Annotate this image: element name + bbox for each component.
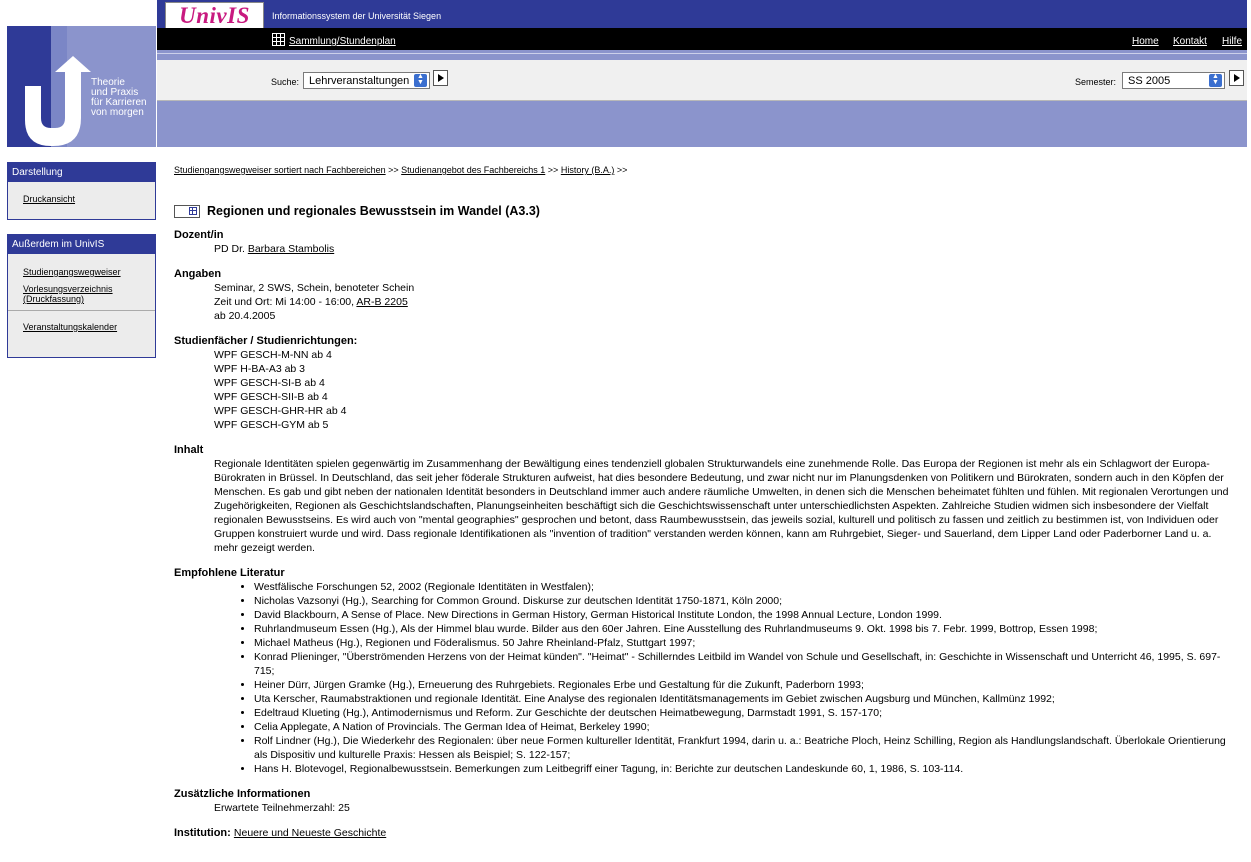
list-item: • Konrad Plieninger, "Überströmenden Herzens von der Heimat künden". "Heimat" - Schillerndes Leitbild im Wandel von Schule und Gesellschaft, in: Geschichte in Wissenschaft und Unterricht 46, 1995, S. 697-715; [254, 650, 1234, 678]
institution-label: Institution: [174, 827, 231, 839]
spinner-icon[interactable]: ▲ ▼ [1209, 74, 1222, 87]
lecturer-link[interactable]: Barbara Stambolis [247, 243, 335, 255]
additional-heading: Zusätzliche Informationen [174, 788, 311, 800]
sidebar-item-vorlesungsverzeichnis[interactable]: Vorlesungsverzeichnis (Druckfassung) [23, 284, 113, 304]
nav-help[interactable]: Hilfe [1222, 36, 1243, 47]
sidebar-item-studiengangswegweiser[interactable]: Studiengangswegweiser [23, 267, 121, 277]
main-content [174, 160, 1234, 840]
list-item: WPF GESCH-GHR-HR ab 4 [214, 405, 347, 417]
breadcrumb: Studiengangswegweiser sortiert nach Fachbereichen >> Studienangebot des Fachbereichs 1 >> History (B.A.) >> [174, 165, 628, 175]
breadcrumb-item[interactable]: Studiengangswegweiser sortiert nach Fachbereichen [174, 165, 386, 175]
list-item: • Hans H. Blotevogel, Regionalbewusstsein. Bemerkungen zum Leitbegriff einer Tagung, in: Berichte zur deutschen Landeskunde 60, 1, 1986, S. 103-114. [254, 762, 1234, 776]
breadcrumb-item[interactable]: Studienangebot des Fachbereichs 1 [401, 165, 546, 175]
search-label: Suche: [271, 77, 300, 87]
additional-section: Zusätzliche Informationen Erwartete Teilnehmerzahl: 25 [174, 787, 1234, 815]
nav-contact[interactable]: Kontakt [1173, 36, 1207, 47]
content-section [174, 443, 1234, 555]
university-logo[interactable] [7, 26, 156, 147]
fields-heading: Studienfächer / Studienrichtungen: [174, 335, 358, 347]
room-link[interactable]: AR-B 2205 [356, 296, 408, 308]
sidebar-more-title: Außerdem im UnivIS [8, 235, 155, 254]
breadcrumb-item[interactable]: History (B.A.) [560, 165, 615, 175]
semester-go-button[interactable] [1229, 70, 1244, 86]
sidebar-display-title: Darstellung [8, 163, 155, 182]
collection-link[interactable]: Sammlung/Stundenplan [289, 36, 396, 47]
course-title-row [174, 205, 1234, 221]
logo-tagline: Theorie und Praxis für Karrieren von morgen [91, 77, 147, 118]
search-type-select[interactable]: Lehrveranstaltungen ▲ ▼ [303, 72, 430, 89]
list-item: • Nicholas Vazsonyi (Hg.), Searching for Common Ground. Diskurse zur deutschen Identität 1750-1871, Köln 2000; [254, 594, 1234, 608]
list-item: • Westfälische Forschungen 52, 2002 (Regionale Identitäten in Westfalen); [254, 580, 1234, 594]
system-title: Informationssystem der Universität Siegen [272, 11, 442, 21]
list-item: • Rolf Lindner (Hg.), Die Wiederkehr des Regionalen: über neue Formen kultureller Identität, Frankfurt 1994, darin u. a.: Beatriche Ploch, Heinz Schilling, Region als Handlungslandschaft. Überlokale Orientierung als Dispositiv und kulturelle Praxis: Hessen als Beispiel; S. 122-157; [254, 734, 1234, 762]
list-item: • David Blackbourn, A Sense of Place. New Directions in German History, German Historical Institute London, the 1998 Annual Lecture, London 1999. [254, 608, 1234, 622]
spinner-icon[interactable]: ▲ ▼ [414, 74, 427, 87]
timetable-icon[interactable] [174, 205, 200, 218]
institution-link[interactable]: Neuere und Neueste Geschichte [233, 827, 387, 839]
literature-section [174, 566, 1234, 776]
print-view-link[interactable]: Druckansicht [23, 194, 76, 204]
search-go-button[interactable] [433, 70, 448, 86]
list-item: • Uta Kerscher, Raumabstraktionen und regionale Identität. Eine Analyse des regionalen Identitätsmanagements im Gebiet zwischen Augsburg und München, Kallmünz 1992; [254, 692, 1234, 706]
list-item: WPF H-BA-A3 ab 3 [214, 363, 306, 375]
list-item: WPF GESCH-SII-B ab 4 [214, 391, 328, 403]
details-heading: Angaben [174, 268, 222, 280]
sidebar-more-box [7, 234, 156, 358]
literature-heading: Empfohlene Literatur [174, 567, 285, 579]
nav-home[interactable]: Home [1132, 36, 1159, 47]
search-row [157, 60, 1247, 101]
semester-label: Semester: [1075, 77, 1117, 87]
u-logo-icon [25, 56, 95, 146]
timetable-icon[interactable] [272, 33, 285, 46]
institution-section [174, 826, 1234, 840]
details-section: Angaben Seminar, 2 SWS, Schein, benoteter Schein Zeit und Ort: Mi 14:00 - 16:00, AR-B 2205 ab 20.4.2005 [174, 267, 1234, 323]
univis-logo[interactable]: UnivIS [165, 2, 264, 30]
sidebar-display-box [7, 162, 156, 220]
list-item: WPF GESCH-SI-B ab 4 [214, 377, 325, 389]
sidebar-item-veranstaltungskalender[interactable]: Veranstaltungskalender [23, 322, 118, 332]
list-item: • Celia Applegate, A Nation of Provincials. The German Idea of Heimat, Berkeley 1990; [254, 720, 1234, 734]
content-text: Regionale Identitäten spielen gegenwärtig im Zusammenhang der Bewältigung eines tendenziell globalen Strukturwandels eine zunehmende Rolle. Das Europa der Regionen ist mehr als ein Schlagwort der Europa-Bürokraten in Brüssel. In Deutschland, das seit jeher föderale Strukturen aufweist, hat dies besondere Bedeutung, und zwar nicht nur im Planungsdenken von Politikern und Bürokraten, sondern auch in den Köpfen der Menschen. Es gab und gibt neben der nationalen Identität besonders in Deutschland immer auch andere räumliche Umwelten, in denen sich die Menschen beheimatet fühlten und fühlen. Mit regionalen Verortungen und Zugehörigkeiten, Regionen als Geschichtslandschaften, Planungseinheiten beschäftigt sich die Geschichtswissenschaft unter unterschiedlichsten Aspekten. Zahlreiche Studien widmen sich insbesondere der Vielfalt regionalen Bewusstseins. Es wird auch von "mental geographies" gesprochen und betont, dass Raumbewusstsein, das jeweils sozial, kulturell und politisch zu fassen und zeitlich zu bestimmen ist, von Individuen oder Gruppen konstruiert wurde und wird. Dass regionale Identifikationen als "invention of tradition" verstanden werden können, kann am Ruhrgebiet, Sieger- und Sauerland, dem Lipper Land oder Paderborner Land u. a. mehr gezeigt werden. [214, 458, 1229, 554]
list-item: • Heiner Dürr, Jürgen Gramke (Hg.), Erneuerung des Ruhrgebiets. Regionales Erbe und Gestaltung für die Zukunft, Paderborn 1993; [254, 678, 1234, 692]
literature-list [174, 580, 1234, 776]
list-item: • Ruhrlandmuseum Essen (Hg.), Als der Himmel blau wurde. Bilder aus den 60er Jahren. Eine Ausstellung des Ruhrlandmuseums 9. Okt. 1998 bis 7. Febr. 1999, Bottrop, Essen 1998; [254, 622, 1234, 636]
lecturer-heading: Dozent/in [174, 229, 224, 241]
fields-section [174, 334, 1234, 432]
page-title: Regionen und regionales Bewusstsein im Wandel (A3.3) [207, 204, 540, 218]
content-heading: Inhalt [174, 444, 204, 456]
list-item: • Edeltraud Klueting (Hg.), Antimodernismus und Reform. Zur Geschichte der deutschen Heimatbewegung, Darmstadt 1991, S. 157-170; [254, 706, 1234, 720]
list-item: WPF GESCH-GYM ab 5 [214, 419, 329, 431]
list-item: • Michael Matheus (Hg.), Regionen und Föderalismus. 50 Jahre Rheinland-Pfalz, Stuttgart 1997; [254, 636, 1234, 650]
lecturer-section: Dozent/in PD Dr. Barbara Stambolis [174, 228, 1234, 256]
semester-select[interactable]: SS 2005 ▲ ▼ [1122, 72, 1225, 89]
navigation-bar [157, 28, 1247, 50]
list-item: WPF GESCH-M-NN ab 4 [214, 349, 332, 361]
